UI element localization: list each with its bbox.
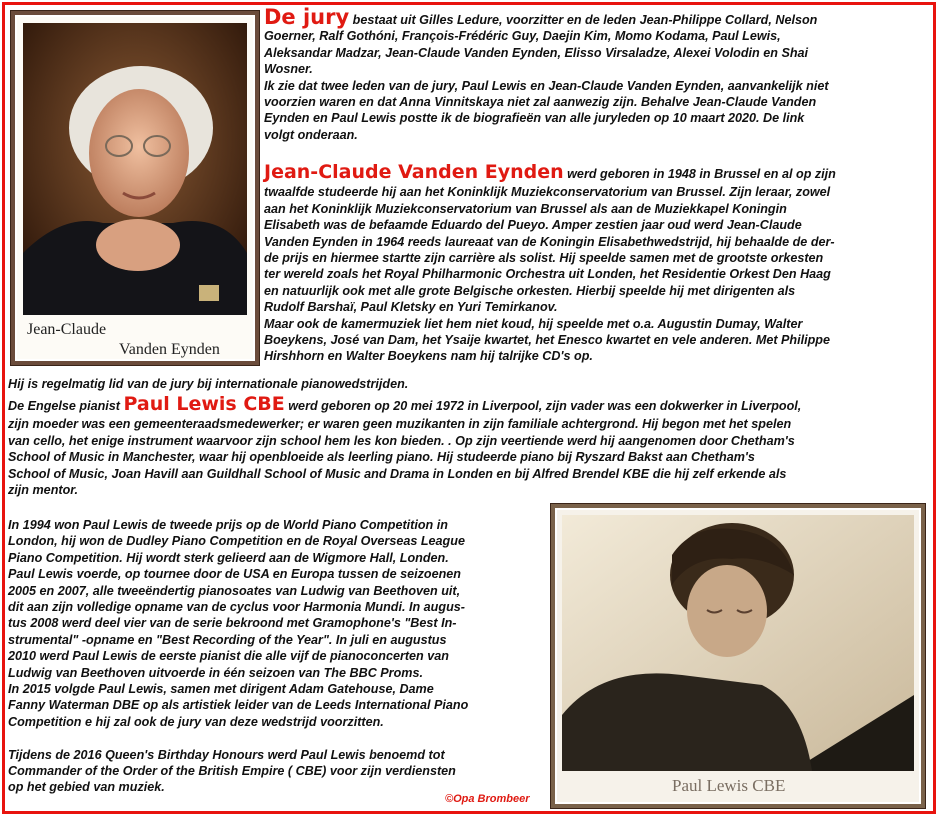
career-line: Paul Lewis voerde, op tournee door de USA en Europa tussen de seizoenen [8, 567, 461, 582]
portrait-svg [23, 23, 247, 315]
pl-line: zijn moeder was een gemeenteraadsmedewerker; er waren geen muzikanten in zijn familiale achtergrond. Hij begon met het spelen [8, 417, 792, 432]
jury-line: volgt onderaan. [264, 127, 358, 142]
career-line: 2010 werd Paul Lewis de eerste pianist die alle vijf de pianoconcerten van [8, 649, 449, 664]
copyright-notice: ©Opa Brombeer [445, 793, 530, 805]
pl-heading: Paul Lewis CBE [123, 393, 285, 415]
photo-caption-line2: Vanden Eynden [119, 341, 220, 358]
career-line: In 2015 volgde Paul Lewis, samen met dirigent Adam Gatehouse, Dame [8, 682, 434, 697]
photo-jean-claude-vanden-eynden [10, 10, 260, 366]
career-line: 2005 en 2007, alle tweeëndertig pianosoates van Ludwig van Beethoven uit, [8, 583, 461, 598]
pl-line: van cello, het enige instrument waarvoor zijn school hem les kon bieden. . Op zijn veertiende werd hij aangenomen door Chetham's [8, 433, 795, 448]
career-line: Commander of the Order of the British Empire ( CBE) voor zijn verdiensten [8, 764, 456, 779]
pl-line: School of Music in Manchester, waar hij openbloeide als leerling piano. Hij studeerde piano bij Ryszard Bakst aan Chetham's [8, 450, 755, 465]
jcve-line: Vanden Eynden in 1964 reeds laureaat van de Koningin Elisabethwedstrijd, hij behaalde de der- [264, 234, 835, 249]
jcve-line-1 [264, 161, 924, 183]
jcve-heading: Jean-Claude Vanden Eynden [264, 161, 564, 183]
jcve-line: Rudolf Barshaï, Paul Kletsky en Yuri Temirkanov. [264, 300, 558, 315]
photo-mat [15, 15, 255, 361]
career-line: Fanny Waterman DBE op als artistiek leider van de Leeds International Piano [8, 698, 469, 713]
jcve-line: aan het Koninklijk Muziekconservatorium van Brussel als aan de Muziekkapel Koningin [264, 201, 787, 216]
jcve-first: werd geboren in 1948 in Brussel en al op zijn [563, 167, 836, 181]
jury-line: voorzien waren en dat Anna Vinnitskaya niet zal aanwezig zijn. Behalve Jean-Claude Vanden [264, 95, 817, 110]
jcve-line: Hirshhorn en Walter Boeykens nam hij talrijke CD's op. [264, 349, 593, 364]
jury-line: Wosner. [264, 62, 313, 77]
pl-line-1 [8, 393, 920, 415]
photo-caption-line1: Jean-Claude [27, 321, 107, 338]
jury-section [264, 5, 924, 143]
portrait-image [23, 23, 247, 315]
photo-mat [555, 508, 921, 804]
career-section [8, 517, 543, 796]
jury-line: Aleksandar Madzar, Jean-Claude Vanden Eynden, Elisso Virsaladze, Alexei Volodin en Shai [264, 45, 809, 60]
career-line: Tijdens de 2016 Queen's Birthday Honours werd Paul Lewis benoemd tot [8, 747, 445, 762]
career-line: In 1994 won Paul Lewis de tweede prijs op de World Piano Competition in [8, 518, 448, 532]
jcve-line: twaalfde studeerde hij aan het Koninklijk Muziekconservatorium van Brussel. Zijn leraar, zowel [264, 185, 831, 200]
jury-line: Eynden en Paul Lewis postte ik de biografieën van alle juryleden op 10 maart 2020. De link [264, 111, 805, 126]
jcve-line: ter wereld zoals het Royal Philharmonic Orchestra uit Londen, het Residentie Orkest Den Haag [264, 267, 831, 282]
pl-line: School of Music, Joan Havill aan Guildhall School of Music and Drama in Londen en bij Alfred Brendel KBE die hij zelf erkende als [8, 466, 787, 481]
portrait-image [562, 515, 914, 771]
jcve-line: Maar ook de kamermuziek liet hem niet koud, hij speelde met o.a. Augustin Dumay, Walter [264, 316, 803, 331]
pl-first: werd geboren op 20 mei 1972 in Liverpool, zijn vader was een dokwerker in Liverpool, [284, 399, 802, 413]
jury-heading: De jury [264, 5, 350, 29]
career-line: Competition e hij zal ook de jury van deze wedstrijd voorzitten. [8, 714, 384, 729]
career-line: op het gebied van muziek. [8, 780, 165, 795]
jcve-section [264, 161, 924, 365]
career-line: dit aan zijn volledige opname van de cyclus voor Harmonia Mundi. In augus- [8, 600, 465, 615]
career-line: tus 2008 werd deel vier van de serie bekroond met Gramophone's "Best In- [8, 616, 457, 631]
jury-line: Goerner, Ralf Gothóni, François-Frédéric Guy, Daejin Kim, Momo Kodama, Paul Lewis, [264, 29, 781, 44]
jury-line-1 [264, 5, 924, 29]
career-line [8, 730, 543, 746]
jury-line: Ik zie dat twee leden van de jury, Paul Lewis en Jean-Claude Vanden Eynden, aanvankelijk niet [264, 78, 829, 93]
jcve-line: de prijs en hiermee startte zijn carrière als solist. Hij speelde samen met de grootste orkesten [264, 251, 824, 266]
career-line: strumental" -opname en "Best Recording of the Year". In juli en augustus [8, 632, 447, 647]
jcve-line: Elisabeth was de befaamde Eduardo del Pueyo. Amper zestien jaar oud werd Jean-Claude [264, 218, 802, 233]
career-line: Piano Competition. Hij wordt sterk gelieerd aan de Wigmore Hall, Londen. [8, 550, 449, 565]
jcve-line: en natuurlijk ook met alle grote Belgische orkesten. Hierbij speelde hij met dirigenten als [264, 283, 796, 298]
portrait-svg [562, 515, 914, 771]
jury-text: bestaat uit Gilles Ledure, voorzitter en de leden Jean-Philippe Collard, Nelson [349, 13, 818, 27]
pl-pre: De Engelse pianist [8, 399, 124, 413]
pl-section [8, 393, 920, 498]
jcve-line: Boeykens, José van Dam, het Ysaije kwartet, het Enesco kwartet en vele anderen. Met Philippe [264, 333, 831, 348]
pl-line: zijn mentor. [8, 483, 78, 498]
jcve-last-line: Hij is regelmatig lid van de jury bij internationale pianowedstrijden. [8, 377, 409, 391]
career-line: London, hij won de Dudley Piano Competition en de Royal Overseas League [8, 534, 465, 549]
career-line: Ludwig van Beethoven uitvoerde in één seizoen van The BBC Proms. [8, 665, 423, 680]
photo-paul-lewis [550, 503, 926, 809]
photo-caption: Paul Lewis CBE [672, 776, 786, 795]
